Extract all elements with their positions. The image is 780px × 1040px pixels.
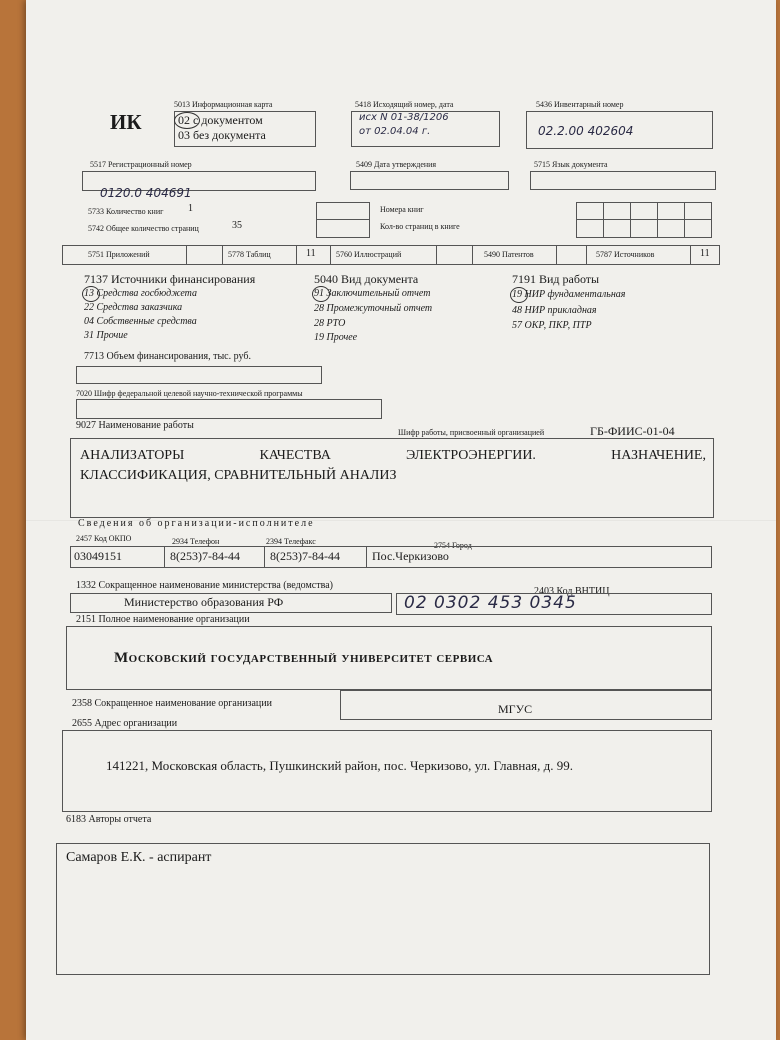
- fax-value: 8(253)7-84-44: [270, 549, 340, 563]
- book-numbers-divider: [316, 219, 369, 220]
- doc-type-selection-circle: [312, 286, 330, 302]
- book-grid: [576, 202, 712, 238]
- info-card-selection-circle: [174, 112, 200, 129]
- doc-type-opt4: 19 Прочее: [314, 332, 358, 343]
- pages-count-label: 5742 Общее количество страниц: [88, 224, 199, 233]
- org-contacts-divider-3: [366, 546, 367, 567]
- vntic-label: 2403 Код ВНТИЦ: [534, 586, 610, 597]
- ministry-value: Министерство образования РФ: [124, 595, 284, 609]
- financing-opt3: 04 Собственные средства: [84, 316, 197, 327]
- document-language-label: 5715 Язык документа: [534, 160, 608, 169]
- counts-divider-8: [586, 245, 587, 264]
- pages-count-value: 35: [232, 220, 242, 231]
- financing-label: 7137 Источники финансирования: [84, 272, 256, 286]
- counts-divider-6: [472, 245, 473, 264]
- books-count-value: 1: [188, 203, 193, 214]
- work-name-label: 9027 Наименование работы: [76, 420, 194, 431]
- org-section-label: Сведения об организации-исполнителе: [78, 518, 315, 529]
- counts-divider-3: [296, 245, 297, 264]
- form-title: ИК: [110, 110, 142, 134]
- city-value: Пос.Черкизово: [372, 549, 449, 563]
- authors-value: Самаров Е.К. - аспирант: [66, 850, 212, 865]
- tables-value: 11: [306, 248, 316, 259]
- fax-label: 2394 Телефакс: [266, 537, 316, 546]
- counts-divider-9: [690, 245, 691, 264]
- book-pages-label: Кол-во страниц в книге: [380, 222, 460, 231]
- book-grid-vline-2: [630, 202, 631, 237]
- book-grid-vline-3: [657, 202, 658, 237]
- work-type-label: 7191 Вид работы: [512, 272, 600, 286]
- full-name-label: 2151 Полное наименование организации: [76, 614, 250, 625]
- appendix-label: 5751 Приложений: [88, 250, 150, 259]
- work-type-opt3: 57 ОКР, ПКР, ПТР: [512, 320, 592, 331]
- funding-volume-label: 7713 Объем финансирования, тыс. руб.: [84, 351, 251, 362]
- sources-label: 5787 Источников: [596, 250, 655, 259]
- book-numbers-box: [316, 202, 370, 238]
- outgoing-number-line2: от 02.04.04 г.: [359, 126, 431, 137]
- short-name-label: 2358 Сокращенное наименование организации: [72, 698, 272, 709]
- work-title-line2: КЛАССИФИКАЦИЯ, СРАВНИТЕЛЬНЫЙ АНАЛИЗ: [80, 468, 397, 483]
- short-name-value: МГУС: [498, 702, 533, 716]
- sources-value: 11: [700, 248, 710, 259]
- info-card-label: 5013 Информационная карта: [174, 100, 273, 109]
- doc-type-label: 5040 Вид документа: [314, 272, 419, 286]
- counts-divider-5: [436, 245, 437, 264]
- program-code-label: 7020 Шифр федеральной целевой научно-технической программы: [76, 389, 303, 398]
- phone-value: 8(253)7-84-44: [170, 549, 240, 563]
- financing-opt1: 13 Средства госбюджета: [84, 288, 198, 299]
- approval-date-box: [350, 171, 509, 190]
- info-card-opt2: 03 без документа: [178, 128, 266, 142]
- full-name-value: Московский государственный университет сервиса: [114, 650, 494, 666]
- authors-label: 6183 Авторы отчета: [66, 814, 152, 825]
- outgoing-number-line1: исх N 01-38/1206: [359, 112, 449, 123]
- city-label: 2754 Город: [434, 541, 472, 550]
- book-numbers-label: Номера книг: [380, 205, 424, 214]
- inventory-number-label: 5436 Инвентарный номер: [536, 100, 624, 109]
- doc-type-opt2: 28 Промежуточный отчет: [314, 303, 433, 314]
- org-contacts-divider-1: [164, 546, 165, 567]
- info-card-opt1: 02 с документом: [178, 113, 263, 127]
- doc-type-opt3: 28 РТО: [314, 318, 346, 329]
- doc-type-opt1: 91 Заключительный отчет: [314, 288, 431, 299]
- financing-opt4: 31 Прочие: [84, 330, 128, 341]
- form-sheet: [26, 0, 776, 1040]
- ministry-label: 1332 Сокращенное наименование министерства (ведомства): [76, 580, 333, 591]
- patents-label: 5490 Патентов: [484, 250, 534, 259]
- okpo-label: 2457 Код ОКПО: [76, 534, 132, 543]
- document-language-box: [530, 171, 716, 190]
- inventory-number-value: 02.2.00 402604: [538, 124, 634, 138]
- work-type-selection-circle: [510, 287, 528, 303]
- vntic-value: 02 0302 453 0345: [404, 593, 577, 613]
- registration-number-value: 0120.0 404691: [100, 186, 192, 200]
- okpo-value: 03049151: [74, 549, 122, 563]
- approval-date-label: 5409 Дата утверждения: [356, 160, 437, 169]
- counts-divider-1: [186, 245, 187, 264]
- org-contacts-divider-2: [264, 546, 265, 567]
- counts-divider-2: [222, 245, 223, 264]
- counts-divider-7: [556, 245, 557, 264]
- program-code-box: [76, 399, 382, 419]
- funding-volume-box: [76, 366, 322, 384]
- book-grid-vline-1: [603, 202, 604, 237]
- book-grid-vline-4: [684, 202, 685, 237]
- tables-label: 5778 Таблиц: [228, 250, 271, 259]
- financing-opt2: 22 Средства заказчика: [84, 302, 183, 313]
- financing-selection-circle: [82, 286, 100, 302]
- work-code-label: Шифр работы, присвоенный организацией: [398, 428, 545, 437]
- outgoing-number-label: 5418 Исходящий номер, дата: [355, 100, 454, 109]
- counts-divider-4: [330, 245, 331, 264]
- registration-number-label: 5517 Регистрационный номер: [90, 160, 192, 169]
- work-type-opt2: 48 НИР прикладная: [512, 305, 597, 316]
- illustrations-label: 5760 Иллюстраций: [336, 250, 402, 259]
- work-type-opt1: 19 НИР фундаментальная: [512, 289, 626, 300]
- address-value: 141221, Московская область, Пушкинский район, пос. Черкизово, ул. Главная, д. 99.: [106, 758, 573, 773]
- work-code-value: ГБ-ФИИС-01-04: [590, 424, 675, 438]
- book-grid-hline: [576, 219, 711, 220]
- phone-label: 2934 Телефон: [172, 537, 220, 546]
- address-label: 2655 Адрес организации: [72, 718, 178, 729]
- books-count-label: 5733 Количество книг: [88, 207, 164, 216]
- work-title-line1: АНАЛИЗАТОРЫ КАЧЕСТВА ЭЛЕКТРОЭНЕРГИИ. НАЗНАЧЕНИЕ,: [80, 448, 706, 463]
